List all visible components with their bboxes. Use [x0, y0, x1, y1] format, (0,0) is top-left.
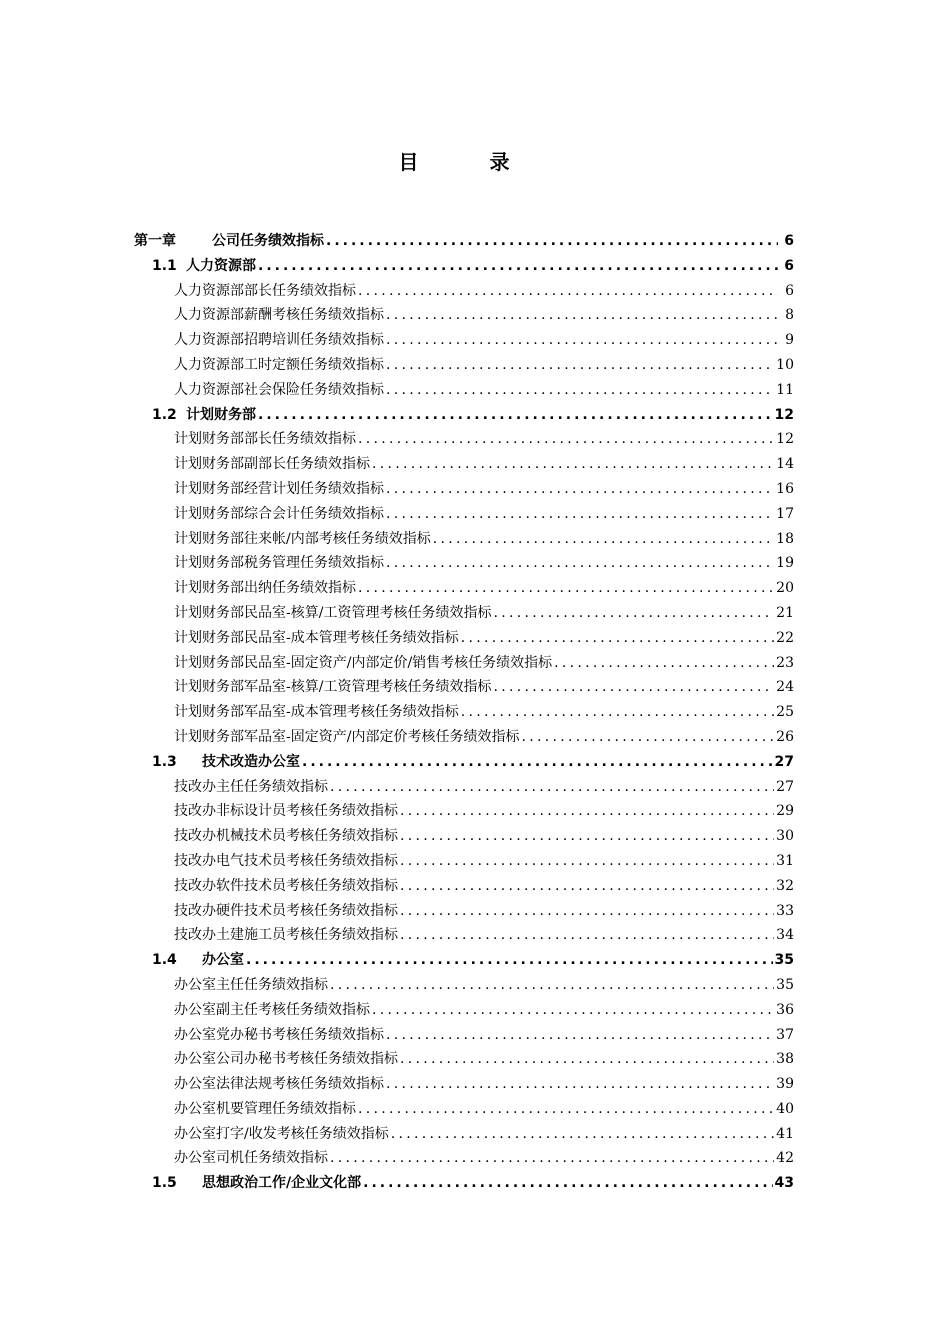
toc-entry-page: 18	[776, 530, 794, 547]
dot-leader	[461, 626, 774, 651]
dot-leader	[521, 725, 774, 750]
dot-leader	[386, 353, 774, 378]
toc-entry[interactable]	[134, 502, 794, 527]
toc-entry[interactable]	[134, 651, 794, 676]
toc-entry-number: 第一章	[134, 233, 176, 249]
toc-entry[interactable]	[134, 378, 794, 403]
toc-entry-title: 计划财务部往来帐/内部考核任务绩效指标	[174, 530, 431, 547]
dot-leader	[391, 1122, 774, 1147]
toc-entry-title: 人力资源部招聘培训任务绩效指标	[174, 332, 384, 349]
toc-entry-title: 技改办硬件技术员考核任务绩效指标	[174, 902, 398, 919]
toc-entry-title: 技改办非标设计员考核任务绩效指标	[174, 803, 398, 820]
toc-entry[interactable]	[134, 1047, 794, 1072]
toc-entry[interactable]	[134, 626, 794, 651]
dot-leader	[330, 973, 774, 998]
toc-entry[interactable]	[134, 303, 794, 328]
toc-entry-title: 人力资源部部长任务绩效指标	[174, 282, 356, 299]
dot-leader	[386, 328, 778, 353]
toc-entry-number: 1.4	[152, 952, 177, 969]
toc-entry-page: 23	[776, 654, 794, 671]
toc-entry[interactable]	[134, 527, 794, 552]
toc-entry-page: 26	[776, 728, 794, 745]
dot-leader	[326, 229, 778, 254]
dot-leader	[433, 527, 774, 552]
toc-entry-page: 21	[776, 604, 794, 621]
toc-entry[interactable]	[134, 775, 794, 800]
toc-entry-page: 24	[776, 679, 794, 696]
toc-entry-title: 计划财务部	[186, 406, 256, 423]
toc-entry-page: 20	[776, 580, 794, 597]
toc-entry-title: 人力资源部薪酬考核任务绩效指标	[174, 307, 384, 324]
dot-leader	[400, 849, 774, 874]
dot-leader	[372, 452, 774, 477]
dot-leader	[386, 1023, 774, 1048]
toc-entry-title: 技术改造办公室	[202, 753, 300, 770]
toc-entry-title: 人力资源部社会保险任务绩效指标	[174, 381, 384, 398]
toc-entry-page: 36	[776, 1001, 794, 1018]
toc-entry-page: 12	[774, 406, 794, 423]
toc-entry[interactable]	[134, 254, 794, 279]
dot-leader	[330, 775, 774, 800]
toc-entry[interactable]	[134, 675, 794, 700]
toc-entry[interactable]	[134, 1122, 794, 1147]
toc-entry[interactable]	[134, 899, 794, 924]
toc-entry[interactable]	[134, 1146, 794, 1171]
dot-leader	[246, 948, 773, 973]
dot-leader	[386, 1072, 774, 1097]
toc-entry-title: 技改办主任任务绩效指标	[174, 778, 328, 795]
toc-entry-page: 12	[776, 431, 794, 448]
toc-entry-title: 计划财务部经营计划任务绩效指标	[174, 480, 384, 497]
toc-entry-title: 计划财务部税务管理任务绩效指标	[174, 555, 384, 572]
toc-entry[interactable]	[134, 700, 794, 725]
dot-leader	[493, 601, 774, 626]
toc-entry-title: 计划财务部综合会计任务绩效指标	[174, 505, 384, 522]
dot-leader	[386, 551, 774, 576]
toc-entry[interactable]	[134, 849, 794, 874]
toc-entry-page: 31	[776, 852, 794, 869]
dot-leader	[358, 1097, 774, 1122]
toc-entry[interactable]	[134, 998, 794, 1023]
toc-entry-page: 27	[774, 753, 794, 770]
dot-leader	[386, 477, 774, 502]
toc-entry-page: 17	[776, 505, 794, 522]
toc-entry-title: 计划财务部副部长任务绩效指标	[174, 456, 370, 473]
dot-leader	[386, 378, 774, 403]
toc-entry[interactable]	[134, 923, 794, 948]
toc-entry[interactable]	[134, 824, 794, 849]
dot-leader	[363, 1171, 772, 1196]
dot-leader	[258, 403, 773, 428]
toc-entry-title: 计划财务部部长任务绩效指标	[174, 431, 356, 448]
toc-entry-page: 9	[785, 332, 794, 349]
toc-entry-page: 38	[776, 1051, 794, 1068]
toc-entry[interactable]	[134, 750, 794, 775]
dot-leader	[400, 874, 774, 899]
toc-entry-number: 1.5	[152, 1175, 177, 1192]
toc-entry-title: 人力资源部工时定额任务绩效指标	[174, 356, 384, 373]
dot-leader	[400, 1047, 774, 1072]
toc-entry-page: 39	[776, 1076, 794, 1093]
toc-entry-page: 30	[776, 828, 794, 845]
toc-entry[interactable]	[134, 551, 794, 576]
toc-title: 目 录	[398, 150, 542, 174]
toc-entry-title: 办公室	[202, 952, 244, 969]
toc-entry-page: 6	[784, 257, 794, 274]
toc-entry-page: 27	[776, 778, 794, 795]
toc-entry-title: 办公室打字/收发考核任务绩效指标	[174, 1125, 389, 1142]
toc-entry[interactable]	[134, 328, 794, 353]
toc-entry[interactable]	[134, 948, 794, 973]
dot-leader	[400, 824, 774, 849]
toc-entry-title: 办公室党办秘书考核任务绩效指标	[174, 1026, 384, 1043]
table-of-contents	[134, 229, 794, 1196]
dot-leader	[400, 923, 774, 948]
toc-entry-title: 公司任务绩效指标	[212, 233, 324, 249]
toc-entry-title: 技改办机械技术员考核任务绩效指标	[174, 828, 398, 845]
toc-entry-title: 办公室公司办秘书考核任务绩效指标	[174, 1051, 398, 1068]
toc-entry-title: 思想政治工作/企业文化部	[202, 1175, 362, 1192]
toc-entry[interactable]	[134, 477, 794, 502]
toc-entry[interactable]	[134, 1097, 794, 1122]
toc-entry[interactable]	[134, 973, 794, 998]
toc-entry[interactable]	[134, 576, 794, 601]
toc-entry-title: 技改办土建施工员考核任务绩效指标	[174, 927, 398, 944]
toc-entry-page: 29	[776, 803, 794, 820]
toc-entry[interactable]	[134, 1171, 794, 1196]
toc-entry-title: 计划财务部出纳任务绩效指标	[174, 580, 356, 597]
toc-entry-page: 32	[776, 877, 794, 894]
toc-entry-page: 34	[776, 927, 794, 944]
toc-entry-title: 人力资源部	[186, 257, 256, 274]
toc-entry[interactable]	[134, 1023, 794, 1048]
toc-entry-page: 10	[776, 356, 794, 373]
toc-entry-page: 8	[785, 307, 794, 324]
dot-leader	[302, 750, 773, 775]
toc-entry[interactable]	[134, 874, 794, 899]
dot-leader	[358, 576, 774, 601]
toc-entry-title: 计划财务部民品室-成本管理考核任务绩效指标	[174, 629, 459, 646]
dot-leader	[372, 998, 774, 1023]
dot-leader	[386, 303, 778, 328]
dot-leader	[554, 651, 774, 676]
toc-entry-page: 6	[785, 282, 794, 299]
toc-entry-title: 技改办软件技术员考核任务绩效指标	[174, 877, 398, 894]
toc-entry[interactable]	[134, 725, 794, 750]
toc-entry-page: 22	[776, 629, 794, 646]
toc-entry[interactable]	[134, 427, 794, 452]
dot-leader	[400, 799, 774, 824]
toc-entry-page: 35	[774, 952, 794, 969]
toc-entry-page: 35	[776, 976, 794, 993]
dot-leader	[258, 254, 778, 279]
toc-entry-page: 43	[774, 1175, 794, 1192]
toc-entry-page: 25	[776, 704, 794, 721]
dot-leader	[400, 899, 774, 924]
dot-leader	[358, 427, 774, 452]
toc-entry[interactable]	[134, 279, 794, 304]
toc-entry-title: 计划财务部军品室-成本管理考核任务绩效指标	[174, 704, 459, 721]
toc-entry-page: 33	[776, 902, 794, 919]
toc-entry-title: 计划财务部民品室-核算/工资管理考核任务绩效指标	[174, 604, 492, 621]
toc-entry[interactable]	[134, 403, 794, 428]
toc-entry-page: 19	[776, 555, 794, 572]
toc-entry[interactable]	[134, 353, 794, 378]
toc-entry-page: 40	[776, 1100, 794, 1117]
toc-entry-page: 11	[776, 381, 794, 398]
toc-entry-page: 6	[784, 233, 794, 249]
toc-entry-title: 办公室主任任务绩效指标	[174, 976, 328, 993]
toc-entry-page: 41	[776, 1125, 794, 1142]
dot-leader	[386, 502, 774, 527]
dot-leader	[461, 700, 774, 725]
toc-entry[interactable]	[134, 1072, 794, 1097]
toc-entry[interactable]	[134, 452, 794, 477]
toc-entry-page: 37	[776, 1026, 794, 1043]
dot-leader	[493, 675, 774, 700]
toc-entry-page: 14	[776, 456, 794, 473]
toc-entry-number: 1.2	[152, 406, 177, 423]
toc-entry-title: 办公室副主任考核任务绩效指标	[174, 1001, 370, 1018]
toc-entry-title: 计划财务部军品室-固定资产/内部定价考核任务绩效指标	[174, 728, 520, 745]
toc-entry-title: 办公室法律法规考核任务绩效指标	[174, 1076, 384, 1093]
dot-leader	[358, 279, 778, 304]
toc-entry-page: 16	[776, 480, 794, 497]
dot-leader	[330, 1146, 774, 1171]
toc-entry-title: 计划财务部民品室-固定资产/内部定价/销售考核任务绩效指标	[174, 654, 553, 671]
toc-entry[interactable]	[134, 799, 794, 824]
toc-entry[interactable]	[134, 229, 794, 254]
toc-entry[interactable]	[134, 601, 794, 626]
toc-entry-number: 1.3	[152, 753, 177, 770]
toc-entry-page: 42	[776, 1150, 794, 1167]
toc-entry-title: 办公室司机任务绩效指标	[174, 1150, 328, 1167]
toc-entry-title: 办公室机要管理任务绩效指标	[174, 1100, 356, 1117]
toc-entry-number: 1.1	[152, 257, 177, 274]
toc-entry-title: 技改办电气技术员考核任务绩效指标	[174, 852, 398, 869]
toc-entry-title: 计划财务部军品室-核算/工资管理考核任务绩效指标	[174, 679, 492, 696]
